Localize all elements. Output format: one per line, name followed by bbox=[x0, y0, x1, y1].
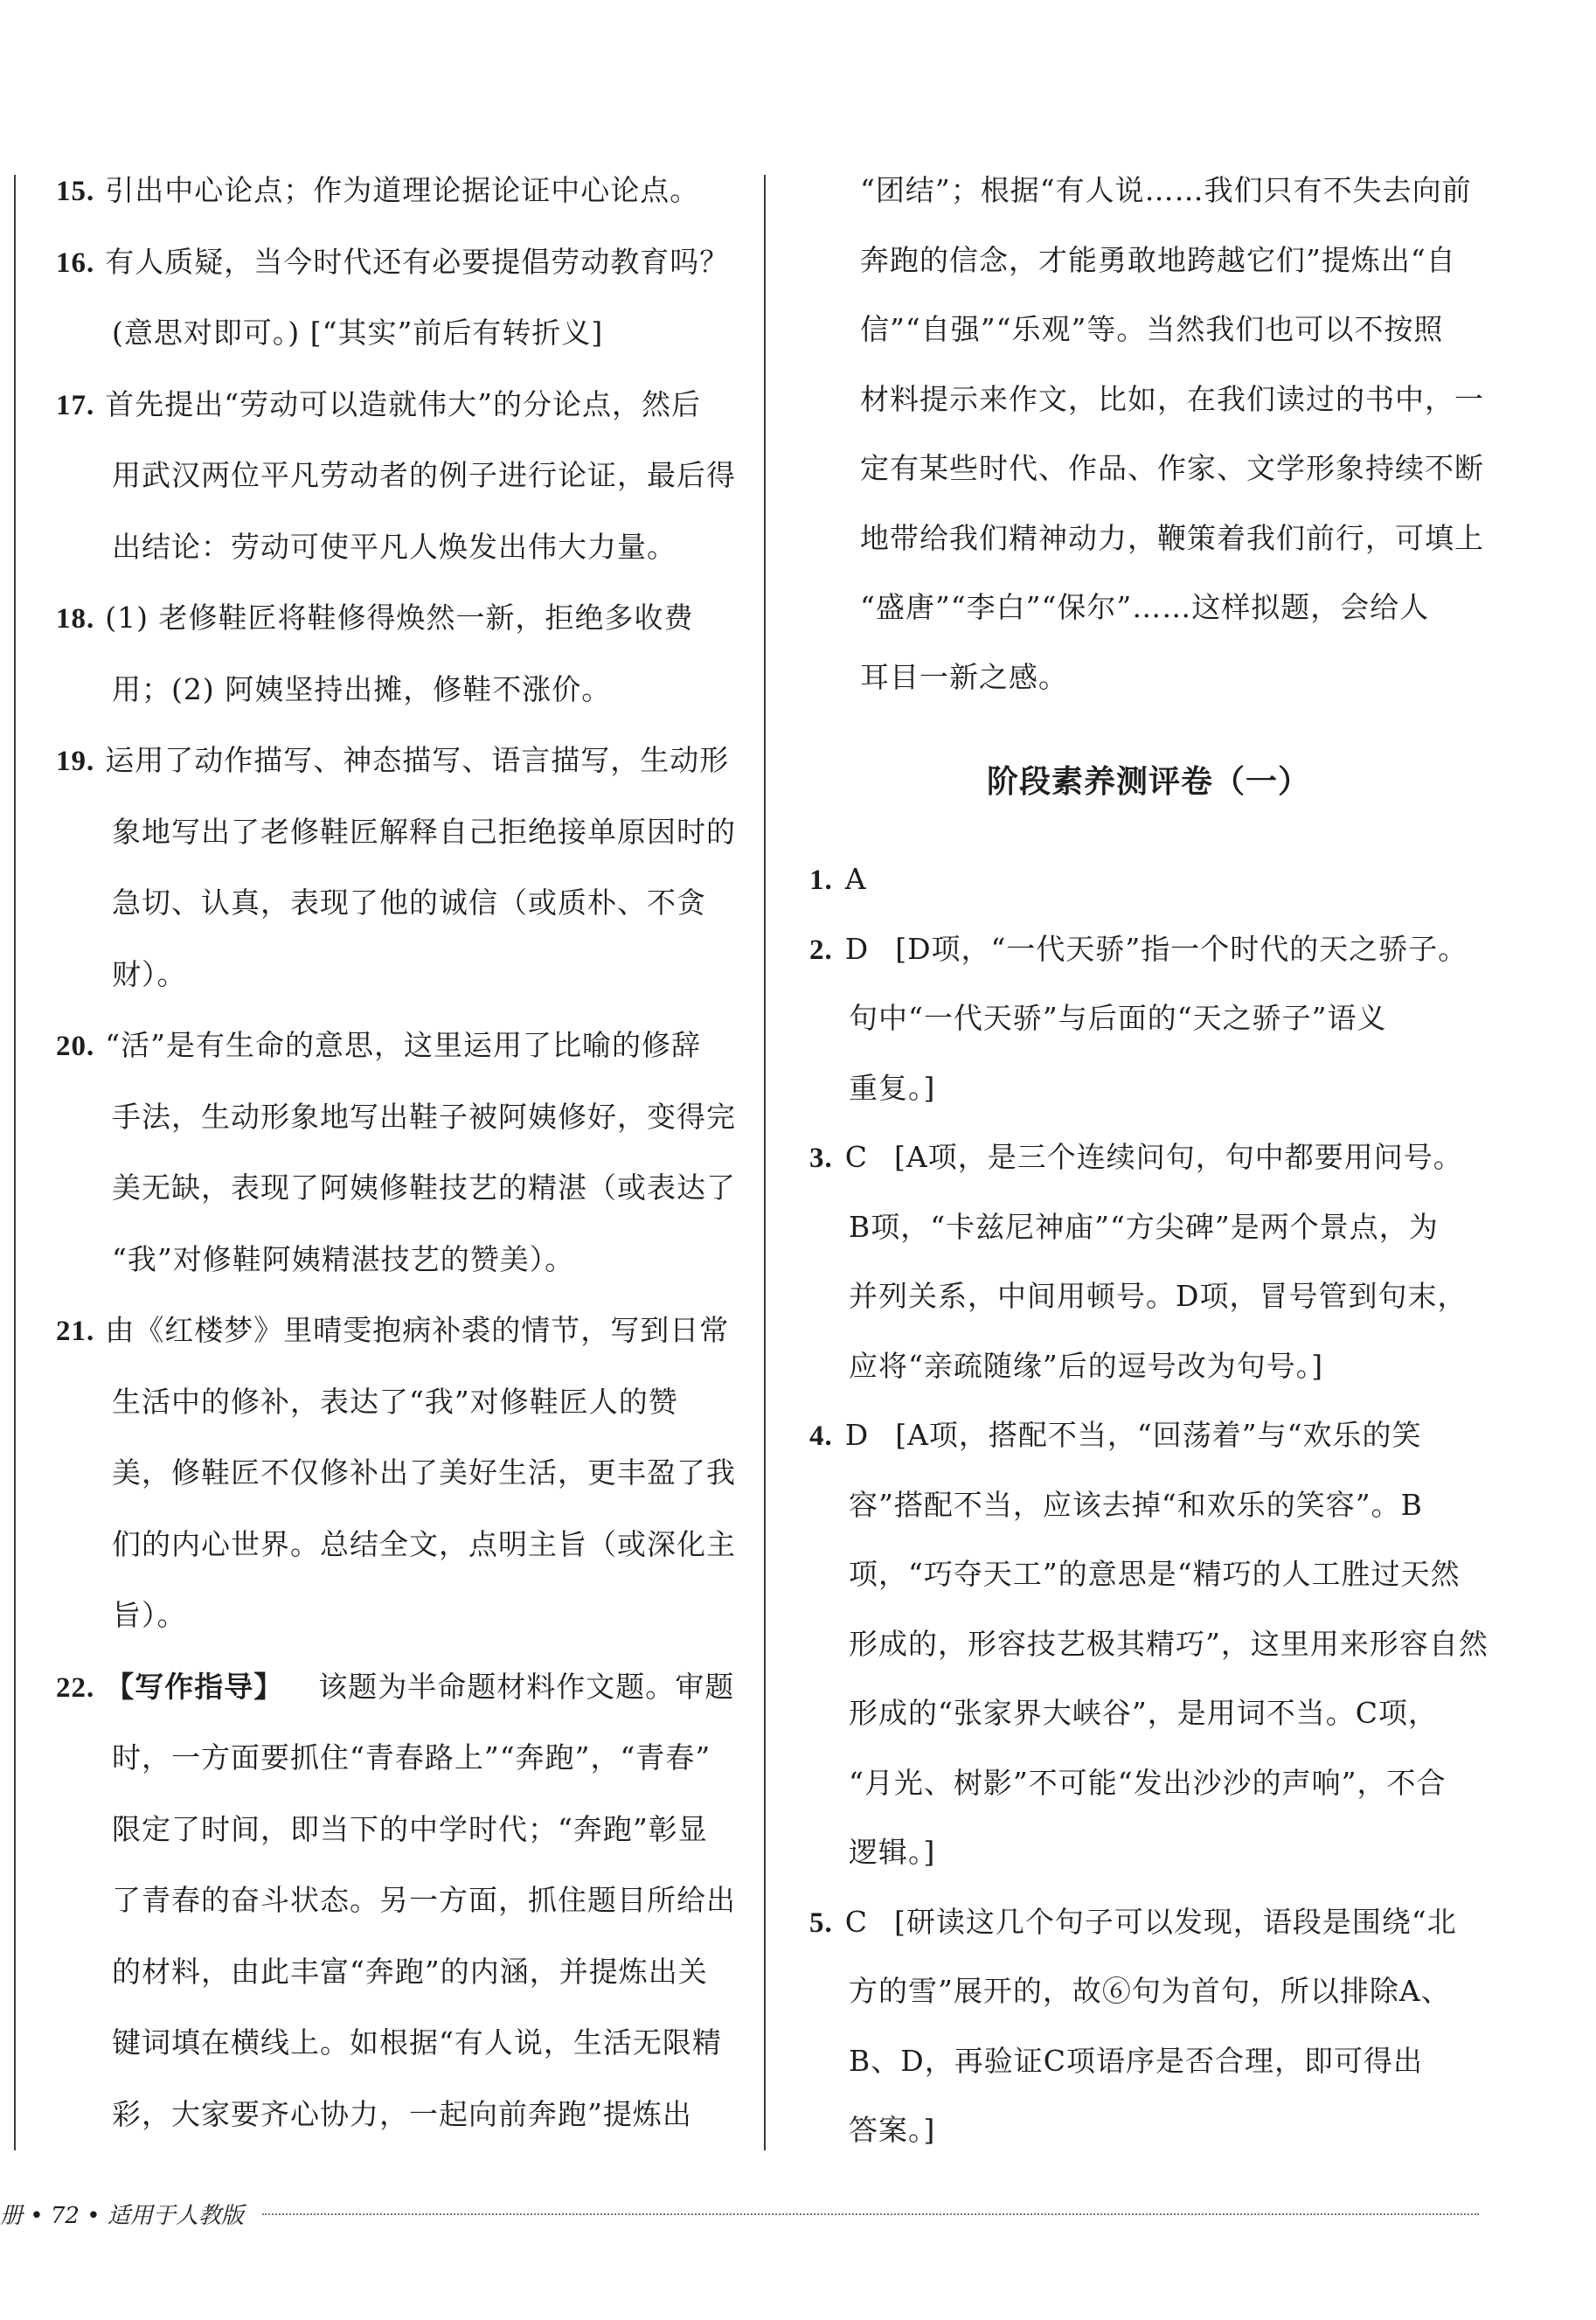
answer-text: 用；(2) 阿姨坚持出摊，修鞋不涨价。 bbox=[112, 671, 612, 706]
answer-text: 应将“亲疏随缘”后的逗号改为句号。] bbox=[849, 1348, 1324, 1383]
answer-line bbox=[56, 173, 699, 209]
answer-text: 的材料，由此丰富“奔跑”的内涵，并提炼出关 bbox=[112, 1954, 708, 1989]
answer-text: 容”搭配不当，应该去掉“和欢乐的笑容”。B bbox=[849, 1487, 1423, 1522]
answer-text: [A项，搭配不当，“回荡着”与“欢乐的笑 bbox=[895, 1418, 1422, 1452]
answer-text: 运用了动作描写、神态描写、语言描写，生动形 bbox=[105, 743, 730, 777]
answer-text: 形成的“张家界大峡谷”，是用词不当。C项， bbox=[849, 1696, 1438, 1730]
answer-line bbox=[849, 1557, 1461, 1592]
answer-text: 答案。] bbox=[849, 2113, 936, 2147]
answer-line bbox=[112, 1385, 678, 1420]
answer-line bbox=[112, 2097, 692, 2132]
answer-line bbox=[849, 1696, 1438, 1731]
answer-text: 有人质疑，当今时代还有必要提倡劳动教育吗？ bbox=[105, 244, 730, 279]
answer-text: (意思对即可。) [“其实”前后有转折义] bbox=[112, 316, 604, 350]
answer-text: 象地写出了老修鞋匠解释自己拒绝接单原因时的 bbox=[112, 814, 736, 849]
answer-line bbox=[56, 387, 701, 423]
question-number: 15. bbox=[56, 176, 95, 207]
answer-line bbox=[112, 1170, 736, 1205]
question-number: 18. bbox=[56, 603, 95, 635]
answer-line bbox=[112, 1527, 736, 1562]
answer-line bbox=[849, 1627, 1488, 1662]
answer-line bbox=[112, 1955, 708, 1990]
answer-text: 旨）。 bbox=[112, 1598, 187, 1632]
question-number: 16. bbox=[56, 247, 95, 279]
answer-text: 键词填在横线上。如根据“有人说，生活无限精 bbox=[112, 2025, 722, 2060]
answer-line bbox=[112, 1598, 187, 1633]
answer-text: 重复。] bbox=[849, 1070, 936, 1105]
answer-line bbox=[849, 1001, 1386, 1036]
answer-text: 由《红楼梦》里晴雯抱病补裘的情节，写到日常 bbox=[105, 1313, 730, 1347]
answer-line bbox=[112, 1883, 736, 1918]
answer-line bbox=[809, 1905, 1457, 1941]
answer-line bbox=[112, 1242, 574, 1277]
question-number: 20. bbox=[56, 1031, 95, 1062]
section-title: 阶段素养测评卷（一） bbox=[986, 764, 1310, 800]
footer-dotted-rule bbox=[262, 2213, 1479, 2215]
answer-line bbox=[56, 743, 729, 779]
answer-line bbox=[849, 1488, 1423, 1523]
answer-text: 限定了时间，即当下的中学时代；“奔跑”彰显 bbox=[112, 1811, 708, 1846]
answer-text: 生活中的修补，表达了“我”对修鞋匠人的赞 bbox=[112, 1384, 678, 1419]
continuation-line: “盛唐”“李白”“保尔”……这样拟题，会给人 bbox=[860, 590, 1430, 624]
answer-choice: C bbox=[844, 1904, 868, 1939]
answer-text: 彩，大家要齐心协力，一起向前奔跑”提炼出 bbox=[112, 2096, 692, 2131]
continuation-line: 奔跑的信念，才能勇敢地跨越它们”提炼出“自 bbox=[860, 242, 1456, 277]
answer-text: [研读这几个句子可以发现，语段是围绕“北 bbox=[894, 1904, 1457, 1939]
question-number: 19. bbox=[56, 746, 95, 777]
continuation-line: 信”“自强”“乐观”等。当然我们也可以不按照 bbox=[860, 312, 1444, 346]
answer-line bbox=[56, 1313, 729, 1349]
answer-text: “活”是有生命的意思，这里运用了比喻的修辞 bbox=[105, 1028, 701, 1062]
question-number: 22. bbox=[56, 1671, 95, 1704]
question-tag: 【写作指导】 bbox=[105, 1669, 284, 1704]
answer-line bbox=[112, 1812, 708, 1847]
answer-choice: C bbox=[844, 1140, 868, 1174]
answer-text: 们的内心世界。总结全文，点明主旨（或深化主 bbox=[112, 1526, 736, 1561]
answer-text: 句中“一代天骄”与后面的“天之骄子”语义 bbox=[849, 1001, 1387, 1035]
question-number: 2. bbox=[809, 934, 833, 966]
answer-line bbox=[56, 1028, 701, 1064]
answer-line bbox=[809, 1140, 1463, 1176]
answer-line bbox=[849, 1279, 1467, 1314]
answer-line bbox=[112, 1455, 736, 1490]
answer-line bbox=[809, 862, 893, 898]
answer-choice: D bbox=[844, 1418, 870, 1452]
answer-line bbox=[112, 316, 603, 351]
answer-text: 手法，生动形象地写出鞋子被阿姨修好，变得完 bbox=[112, 1099, 736, 1134]
answer-text: 急切、认真，表现了他的诚信（或质朴、不贪 bbox=[112, 886, 706, 920]
continuation-line: 定有某些时代、作品、作家、文学形象持续不断 bbox=[860, 451, 1484, 485]
answer-text: 美无缺，表现了阿姨修鞋技艺的精湛（或表达了 bbox=[112, 1170, 736, 1205]
question-number: 3. bbox=[809, 1143, 833, 1174]
answer-text: 了青春的奋斗状态。另一方面，抓住题目所给出 bbox=[112, 1883, 736, 1917]
answer-text: B项，“卡兹尼神庙”“方尖碑”是两个景点，为 bbox=[849, 1209, 1439, 1244]
left-margin-rule bbox=[14, 175, 16, 2150]
answer-text: 形成的，形容技艺极其精巧”，这里用来形容自然 bbox=[849, 1626, 1488, 1661]
answer-line bbox=[56, 1670, 734, 1705]
answer-line bbox=[849, 1349, 1323, 1384]
answer-text: 财）。 bbox=[112, 956, 187, 991]
answer-line bbox=[112, 1740, 711, 1775]
answer-text: 该题为半命题材料作文题。审题 bbox=[318, 1669, 735, 1704]
answer-text: 引出中心论点；作为道理论据论证中心论点。 bbox=[105, 173, 700, 207]
column-divider bbox=[764, 175, 766, 2150]
answer-line bbox=[849, 1766, 1446, 1801]
answer-line bbox=[809, 1418, 1422, 1454]
question-number: 21. bbox=[56, 1316, 95, 1347]
answer-line bbox=[56, 601, 693, 636]
answer-line bbox=[849, 1071, 935, 1106]
answer-text: 首先提出“劳动可以造就伟大”的分论点，然后 bbox=[105, 386, 701, 421]
continuation-line: 耳目一新之感。 bbox=[860, 659, 1068, 694]
answer-line bbox=[112, 1100, 736, 1135]
answer-line bbox=[112, 458, 736, 493]
answer-text: “月光、树影”不可能“发出沙沙的声响”，不合 bbox=[849, 1765, 1447, 1800]
answer-line bbox=[112, 815, 736, 850]
answer-choice: A bbox=[844, 862, 867, 896]
answer-line bbox=[112, 530, 677, 565]
question-number: 4. bbox=[809, 1420, 833, 1452]
answer-text: B、D，再验证C项语序是否合理，即可得出 bbox=[849, 2043, 1423, 2078]
answer-line bbox=[849, 1974, 1451, 2009]
answer-text: 时，一方面要抓住“青春路上”“奔跑”，“青春” bbox=[112, 1740, 711, 1775]
answer-text: 逻辑。] bbox=[849, 1835, 936, 1869]
answer-text: 用武汉两位平凡劳动者的例子进行论证，最后得 bbox=[112, 458, 736, 492]
answer-text: 项，“巧夺天工”的意思是“精巧的人工胜过天然 bbox=[849, 1557, 1461, 1591]
answer-line bbox=[112, 672, 611, 707]
answer-text: 并列关系，中间用顿号。D项，冒号管到句末， bbox=[849, 1279, 1468, 1313]
continuation-line: “团结”；根据“有人说……我们只有不失去向前 bbox=[860, 173, 1472, 207]
question-number: 5. bbox=[809, 1907, 833, 1939]
answer-line bbox=[112, 957, 187, 992]
answer-line bbox=[849, 1835, 935, 1870]
answer-line bbox=[56, 245, 729, 281]
answer-text: (1) 老修鞋匠将鞋修得焕然一新，拒绝多收费 bbox=[105, 601, 694, 635]
answer-text: 出结论：劳动可使平凡人焕发出伟大力量。 bbox=[112, 529, 677, 564]
question-number: 1. bbox=[809, 865, 833, 896]
page-footer: 册 • 72 • 适用于人教版 bbox=[0, 2203, 244, 2229]
answer-line bbox=[112, 886, 706, 920]
continuation-line: 地带给我们精神动力，鞭策着我们前行，可填上 bbox=[860, 520, 1484, 555]
answer-line bbox=[112, 2025, 722, 2060]
answer-text: [D项，“一代天骄”指一个时代的天之骄子。 bbox=[895, 931, 1468, 966]
answer-line bbox=[849, 1210, 1439, 1245]
answer-choice: D bbox=[844, 931, 870, 966]
answer-line bbox=[809, 932, 1468, 968]
answer-text: 方的雪”展开的，故⑥句为首句，所以排除A、 bbox=[849, 1974, 1451, 2008]
answer-text: “我”对修鞋阿姨精湛技艺的赞美）。 bbox=[112, 1241, 575, 1276]
answer-line bbox=[849, 2113, 935, 2148]
continuation-line: 材料提示来作文，比如，在我们读过的书中，一 bbox=[860, 381, 1484, 416]
question-number: 17. bbox=[56, 389, 95, 421]
answer-text: [A项，是三个连续问句，句中都要用问号。 bbox=[894, 1140, 1463, 1174]
answer-line bbox=[849, 2044, 1423, 2079]
answer-text: 美，修鞋匠不仅修补出了美好生活，更丰盈了我 bbox=[112, 1455, 736, 1490]
